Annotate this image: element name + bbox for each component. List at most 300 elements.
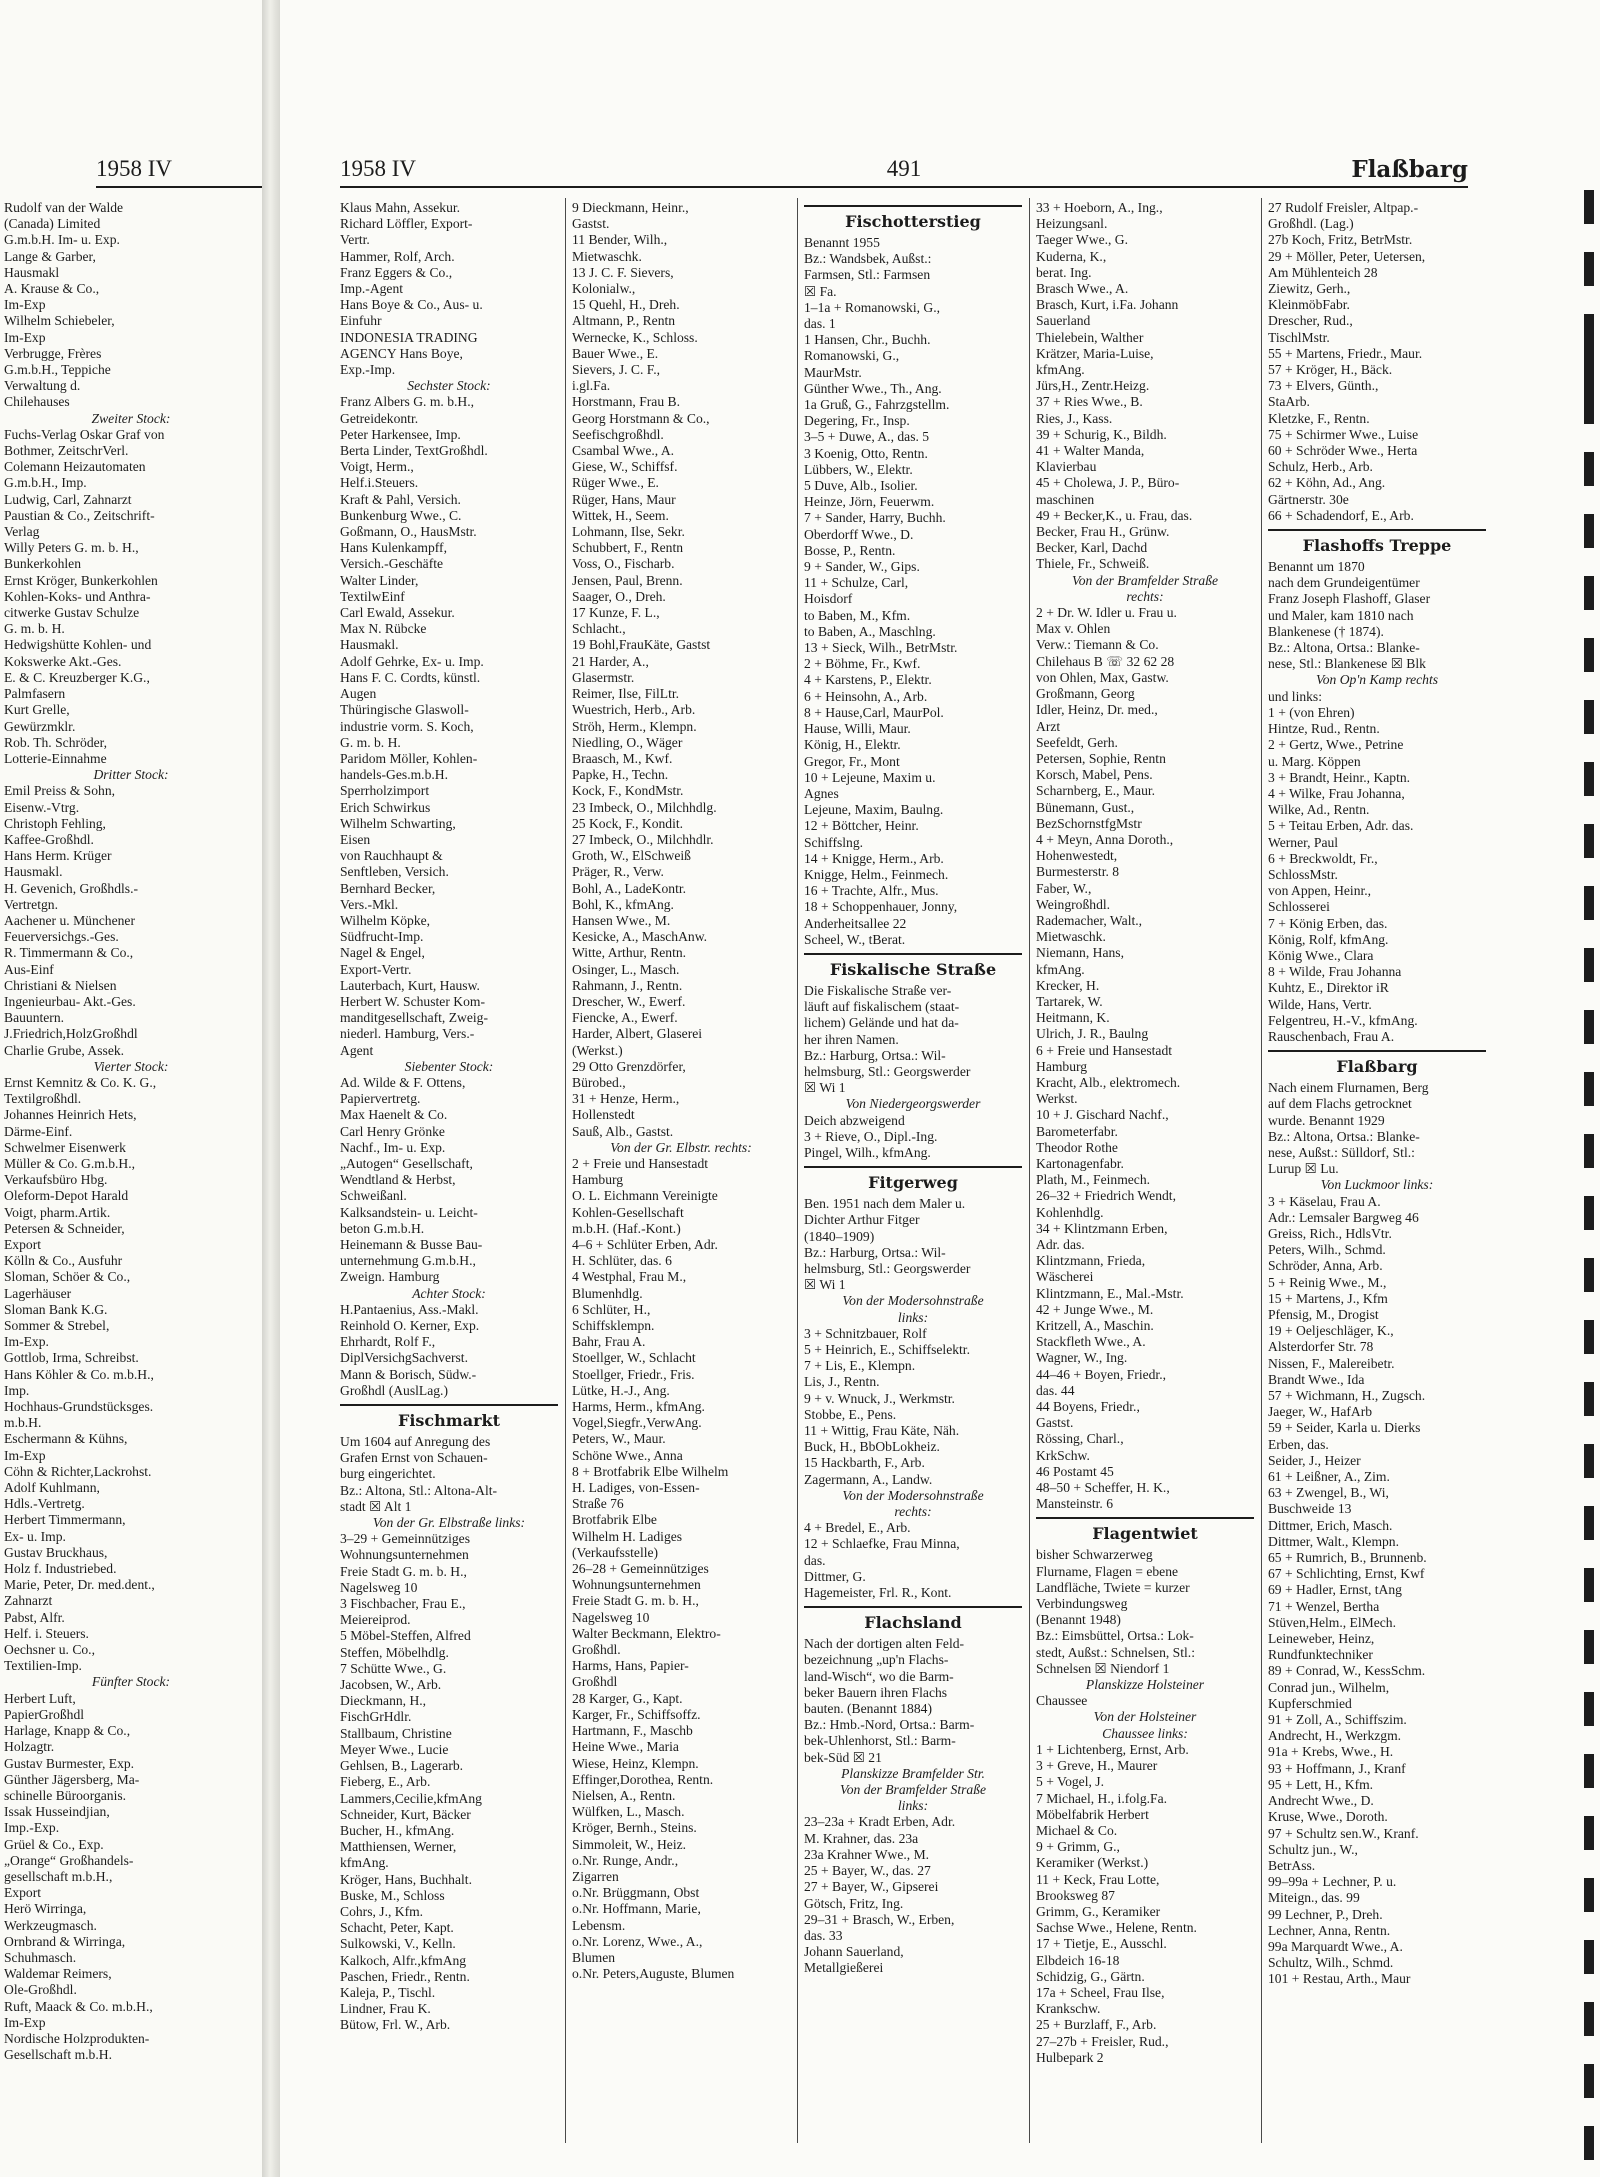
directory-entry: Kölln & Co., Ausfuhr — [4, 1253, 123, 1269]
directory-entry: Stoellger, Friedr., Fris. — [572, 1366, 695, 1382]
directory-entry: Fuchs-Verlag Oskar Graf von — [4, 426, 165, 442]
directory-entry: Schultz, Wilh., Schmd. — [1268, 1955, 1394, 1971]
directory-entry: Steffen, Möbelhdlg. — [340, 1644, 449, 1660]
directory-entry: Walter Linder, — [340, 572, 419, 588]
directory-entry: Mansteinstr. 6 — [1036, 1496, 1114, 1512]
directory-entry: Ingenieurbau- Akt.-Ges. — [4, 993, 136, 1009]
directory-entry: 2 + Dr. W. Idler u. Frau u. — [1036, 605, 1177, 621]
directory-entry: Nach der dortigen alten Feld- — [804, 1636, 965, 1652]
directory-entry: Schulz, Herb., Arb. — [1268, 459, 1373, 475]
directory-entry: Ernst Kröger, Bunkerkohlen — [4, 572, 158, 588]
directory-entry: Um 1604 auf Anregung des — [340, 1434, 491, 1450]
directory-entry: Schubbert, F., Rentn — [572, 540, 684, 556]
directory-entry: Witte, Arthur, Rentn. — [572, 945, 687, 961]
directory-entry: 9 + Grimm, G., — [1036, 1839, 1120, 1855]
directory-entry: Stackfleth Wwe., A. — [1036, 1334, 1146, 1350]
left-page-header — [96, 152, 262, 188]
directory-entry: Agnes — [804, 785, 839, 801]
directory-entry: 99 Lechner, P., Dreh. — [1268, 1906, 1383, 1922]
directory-entry: Bz.: Eimsbüttel, Ortsa.: Lok- — [1036, 1628, 1194, 1644]
directory-entry: R. Timmermann & Co., — [4, 945, 134, 961]
directory-entry: 27–27b + Freisler, Rud., — [1036, 2033, 1169, 2049]
directory-entry: 3 + Brandt, Heinr., Kaptn. — [1268, 769, 1411, 785]
directory-entry: Werkzeugmasch. — [4, 1917, 97, 1933]
directory-entry: beton G.m.b.H. — [340, 1220, 425, 1236]
directory-entry: Dichter Arthur Fitger — [804, 1212, 920, 1228]
directory-entry: Ornbrand & Wirringa, — [4, 1933, 126, 1949]
directory-entry: Grüel & Co., Exp. — [4, 1836, 104, 1852]
directory-entry: Nachf., Im- u. Exp. — [340, 1139, 446, 1155]
directory-entry: bek-Uhlenhorst, Stl.: Barm- — [804, 1733, 956, 1749]
directory-entry: Klavierbau — [1036, 459, 1097, 475]
directory-entry: Nissen, F., Malereibetr. — [1268, 1355, 1395, 1371]
directory-entry: 1 Hansen, Chr., Buchh. — [804, 332, 931, 348]
directory-entry: G.m.b.H., Teppiche — [4, 362, 111, 378]
directory-entry: 4 + Meyn, Anna Doroth., — [1036, 831, 1174, 847]
directory-entry: Wäscherei — [1036, 1269, 1094, 1285]
directory-entry: bek-Süd ☒ 21 — [804, 1749, 882, 1765]
directory-entry: Lebensm. — [572, 1917, 626, 1933]
section-subheading: links: — [897, 1309, 929, 1325]
directory-entry: Bothmer, ZeitschrVerl. — [4, 443, 129, 459]
directory-entry: Gehlsen, B., Lagerarb. — [340, 1758, 464, 1774]
directory-entry: 12 + Schlaefke, Frau Minna, — [804, 1536, 960, 1552]
directory-entry: Bz.: Altona, Ortsa.: Blanke- — [1268, 640, 1420, 656]
directory-entry: Tartarek, W. — [1036, 993, 1103, 1009]
directory-entry: Wendtland & Herbst, — [340, 1172, 456, 1188]
directory-entry: Ehrhardt, Rolf F., — [340, 1334, 436, 1350]
directory-entry: niederl. Hamburg, Vers.- — [340, 1026, 475, 1042]
directory-entry: Jürs,H., Zentr.Heizg. — [1036, 378, 1150, 394]
directory-entry: o.Nr. Lorenz, Wwe., A., — [572, 1933, 703, 1949]
directory-entry: Fieberg, E., Arb. — [340, 1774, 431, 1790]
directory-entry: Harlage, Knapp & Co., — [4, 1723, 131, 1739]
directory-entry: 62 + Köhn, Ad., Ang. — [1268, 475, 1386, 491]
right-header-year: 1958 IV — [340, 156, 417, 181]
directory-entry: INDONESIA TRADING — [340, 329, 478, 345]
directory-entry: Romanowski, G., — [804, 348, 900, 364]
directory-entry: Stoellger, W., Schlacht — [572, 1350, 696, 1366]
directory-entry: 55 + Martens, Friedr., Maur. — [1268, 345, 1423, 361]
directory-entry: 3 + Rieve, O., Dipl.-Ing. — [804, 1128, 938, 1144]
directory-entry: 15 Quehl, H., Dreh. — [572, 297, 680, 313]
directory-entry: 71 + Wenzel, Bertha — [1268, 1598, 1380, 1614]
directory-entry: Sulkowski, V., Kelln. — [340, 1936, 456, 1952]
directory-entry: Im-Exp — [4, 1447, 46, 1463]
directory-entry: 6 + Heinsohn, A., Arb. — [804, 688, 928, 704]
page-number: 491 — [886, 156, 922, 181]
directory-entry: Großhdl (AuslLag.) — [340, 1382, 448, 1398]
directory-entry: Plath, M., Feinmech. — [1036, 1172, 1151, 1188]
directory-entry: Wilde, Hans, Vertr. — [1268, 996, 1372, 1012]
directory-entry: Lis, J., Rentn. — [804, 1374, 880, 1390]
directory-column-2 — [572, 200, 790, 2140]
directory-entry: land-Wisch“, wo die Barm- — [804, 1668, 954, 1684]
directory-entry: Jaeger, W., HafArb — [1268, 1404, 1373, 1420]
directory-entry: Mann & Borisch, Südw.- — [340, 1366, 477, 1382]
street-heading: Flachsland — [804, 1606, 1022, 1634]
directory-entry: Werkst. — [1036, 1091, 1078, 1107]
directory-entry: G.m.b.H. Im- u. Exp. — [4, 232, 120, 248]
directory-entry: Gregor, Fr., Mont — [804, 753, 900, 769]
directory-entry: 16 + Trachte, Alfr., Mus. — [804, 883, 939, 899]
directory-entry: Bohl, A., LadeKontr. — [572, 880, 687, 896]
left-page — [0, 0, 263, 2177]
directory-entry: Zagermann, A., Landw. — [804, 1471, 933, 1487]
directory-entry: 29–31 + Brasch, W., Erben, — [804, 1911, 955, 1927]
directory-entry: das. 1 — [804, 316, 836, 332]
directory-entry: Degering, Fr., Insp. — [804, 413, 910, 429]
directory-entry: kfmAng. — [1036, 362, 1085, 378]
directory-entry: Textilien-Imp. — [4, 1658, 82, 1674]
directory-entry: 95 + Lett, H., Kfm. — [1268, 1776, 1374, 1792]
directory-entry: Kartonagenfabr. — [1036, 1155, 1124, 1171]
directory-entry: Becker, Karl, Dachd — [1036, 540, 1148, 556]
directory-entry: 34 + Klintzmann Erben, — [1036, 1220, 1168, 1236]
section-subheading: Planskizze Holsteiner — [1085, 1677, 1205, 1693]
directory-entry: Bz.: Wandsbek, Außst.: — [804, 251, 932, 267]
directory-entry: 23–23a + Kradt Erben, Adr. — [804, 1814, 956, 1830]
directory-entry: Ad. Wilde & F. Ottens, — [340, 1074, 466, 1090]
directory-entry: 60 + Schröder Wwe., Herta — [1268, 443, 1418, 459]
directory-entry: Verw.: Tiemann & Co. — [1036, 637, 1159, 653]
column-rule — [1029, 198, 1030, 2143]
directory-entry: Wohnungsunternehmen — [340, 1547, 469, 1563]
directory-entry: Günther Wwe., Th., Ang. — [804, 380, 942, 396]
directory-entry: Jensen, Paul, Brenn. — [572, 572, 683, 588]
directory-entry: 21 Harder, A., — [572, 653, 649, 669]
directory-entry: Schnelsen ☒ Niendorf 1 — [1036, 1660, 1170, 1676]
directory-entry: Drescher, Rud., — [1268, 313, 1353, 329]
directory-entry: Kohlen-Koks- und Anthra- — [4, 588, 151, 604]
directory-entry: Sauerland — [1036, 313, 1091, 329]
directory-entry: Reimer, Ilse, FilLtr. — [572, 686, 680, 702]
directory-entry: Im-Exp — [4, 2014, 46, 2030]
directory-entry: Schiffsklempn. — [572, 1318, 655, 1334]
directory-entry: Taeger Wwe., G. — [1036, 232, 1129, 248]
directory-entry: 23 Imbeck, O., Milchhdlg. — [572, 799, 717, 815]
directory-entry: o.Nr. Peters,Auguste, Blumen — [572, 1966, 735, 1982]
directory-entry: Gastst. — [1036, 1415, 1074, 1431]
directory-entry: Krätzer, Maria-Luise, — [1036, 345, 1154, 361]
directory-column-1 — [340, 200, 558, 2140]
directory-entry: Agent — [340, 1042, 374, 1058]
directory-entry: läuft auf fiskalischem (staat- — [804, 999, 960, 1015]
directory-entry: Hans Kulenkampff, — [340, 540, 447, 556]
directory-entry: 91 + Zoll, A., Schiffszim. — [1268, 1712, 1407, 1728]
directory-entry: Burmesterstr. 8 — [1036, 864, 1120, 880]
directory-entry: to Baben, M., Kfm. — [804, 607, 911, 623]
directory-entry: i.gl.Fa. — [572, 378, 611, 394]
directory-entry: Heine Wwe., Maria — [572, 1739, 679, 1755]
directory-entry: Rahmann, J., Rentn. — [572, 977, 683, 993]
directory-entry: Barometerfabr. — [1036, 1123, 1118, 1139]
directory-entry: BetrAss. — [1268, 1857, 1316, 1873]
directory-entry: Verlag — [4, 524, 40, 540]
directory-entry: G. m. b. H. — [4, 621, 65, 637]
directory-entry: Hamburg — [572, 1172, 624, 1188]
directory-entry: Bz.: Altona, Stl.: Altona-Alt- — [340, 1482, 498, 1498]
directory-entry: 25 Kock, F., Kondit. — [572, 815, 684, 831]
directory-entry: 66 + Schadendorf, E., Arb. — [1268, 507, 1414, 523]
directory-entry: Idler, Heinz, Dr. med., — [1036, 702, 1158, 718]
directory-entry: Schlacht., — [572, 621, 626, 637]
directory-entry: burg eingerichtet. — [340, 1466, 436, 1482]
directory-entry: 99–99a + Lechner, P. u. — [1268, 1874, 1397, 1890]
directory-entry: Im-Exp — [4, 329, 46, 345]
directory-entry: Brasch, Kurt, i.Fa. Johann — [1036, 297, 1179, 313]
directory-entry: 44 Boyens, Friedr., — [1036, 1399, 1140, 1415]
directory-entry: Klintzmann, E., Mal.-Mstr. — [1036, 1285, 1184, 1301]
directory-entry: Rüger Wwe., E. — [572, 475, 659, 491]
directory-entry: 25 + Burzlaff, F., Arb. — [1036, 2017, 1157, 2033]
left-page-column — [4, 200, 258, 2140]
directory-entry: Hartmann, F., Maschb — [572, 1723, 693, 1739]
directory-entry: 33 + Hoeborn, A., Ing., — [1036, 200, 1163, 215]
directory-entry: Brasch Wwe., A. — [1036, 281, 1129, 297]
directory-entry: Lurup ☒ Lu. — [1268, 1161, 1339, 1177]
directory-entry: Export — [4, 1885, 41, 1901]
section-subheading: Von der Holsteiner — [1093, 1709, 1197, 1725]
directory-entry: 9 Dieckmann, Heinr., — [572, 200, 689, 215]
street-heading: Fitgerweg — [804, 1166, 1022, 1194]
directory-entry: Pingel, Wilh., kfmAng. — [804, 1144, 931, 1160]
directory-entry: Eschermann & Kühns, — [4, 1431, 128, 1447]
directory-entry: Zigarren — [572, 1868, 619, 1884]
directory-entry: 28 Karger, G., Kapt. — [572, 1690, 683, 1706]
directory-entry: o.Nr. Runge, Andr., — [572, 1852, 679, 1868]
directory-entry: Schröder, Anna, Arb. — [1268, 1258, 1383, 1274]
section-subheading: Von der Gr. Elbstr. rechts: — [610, 1139, 752, 1155]
street-heading: Flagentwiet — [1036, 1517, 1254, 1545]
directory-entry: Niemann, Hans, — [1036, 945, 1124, 961]
directory-entry: Dieckmann, H., — [340, 1693, 427, 1709]
directory-entry: ☒ Wi 1 — [804, 1080, 846, 1096]
directory-entry: Eisen — [340, 831, 371, 847]
directory-entry: Schweißanl. — [340, 1188, 407, 1204]
directory-entry: 15 + Martens, J., Kfm — [1268, 1290, 1388, 1306]
directory-entry: 1a Gruß, G., Fahrzgstellm. — [804, 397, 950, 413]
directory-entry: 9 + Sander, W., Gips. — [804, 559, 920, 575]
directory-entry: berat. Ing. — [1036, 264, 1092, 280]
directory-entry: Emil Preiss & Sohn, — [4, 783, 116, 799]
directory-entry: MaurMstr. — [804, 364, 862, 380]
directory-entry: und links: — [1268, 688, 1323, 704]
directory-entry: 61 + Leißner, A., Zim. — [1268, 1469, 1390, 1485]
directory-entry: Goßmann, O., HausMstr. — [340, 524, 477, 540]
directory-entry: Ströh, Herm., Klempn. — [572, 718, 697, 734]
directory-entry: Götsch, Fritz, Ing. — [804, 1895, 904, 1911]
directory-entry: 11 + Schulze, Carl, — [804, 575, 909, 591]
directory-entry: Schöne Wwe., Anna — [572, 1447, 683, 1463]
directory-entry: 48–50 + Scheffer, H. K., — [1036, 1480, 1170, 1496]
directory-entry: 4–6 + Schlüter Erben, Adr. — [572, 1237, 718, 1252]
directory-entry: Hochhaus-Grundstücksges. — [4, 1399, 154, 1415]
directory-entry: Kohlenhdlg. — [1036, 1204, 1104, 1220]
directory-entry: Georg Horstmann & Co., — [572, 410, 710, 426]
directory-entry: Kracht, Alb., elektromech. — [1036, 1074, 1181, 1090]
directory-entry: 6 + Breckwoldt, Fr., — [1268, 850, 1378, 866]
directory-entry: 67 + Schlichting, Ernst, Kwf — [1268, 1566, 1425, 1582]
directory-entry: Rudolf van der Walde — [4, 200, 124, 215]
directory-entry: Peters, W., Maur. — [572, 1431, 666, 1447]
section-subheading: links: — [897, 1798, 929, 1814]
directory-entry: Paustian & Co., Zeitschrift- — [4, 507, 155, 523]
section-subheading: Sechster Stock: — [407, 378, 491, 394]
directory-entry: Max N. Rübcke — [340, 621, 427, 637]
directory-entry: Conrad jun., Wilhelm, — [1268, 1679, 1390, 1695]
directory-entry: Rob. Th. Schröder, — [4, 734, 108, 750]
directory-entry: Oechsner u. Co., — [4, 1642, 95, 1658]
directory-entry: 19 Bohl,FrauKäte, Gastst — [572, 637, 711, 653]
directory-entry: Vertretgn. — [4, 896, 58, 912]
directory-entry: Benannt um 1870 — [1268, 559, 1365, 575]
directory-entry: to Baben, A., Maschlng. — [804, 623, 936, 639]
directory-entry: Blumenhdlg. — [572, 1285, 643, 1301]
directory-entry: von Rauchhaupt & — [340, 848, 443, 864]
directory-entry: Gewürzmklr. — [4, 718, 76, 734]
directory-entry: Ziewitz, Gerh., — [1268, 281, 1351, 297]
directory-entry: 59 + Seider, Karla u. Dierks — [1268, 1420, 1421, 1436]
section-subheading: Von der Gr. Elbstraße links: — [372, 1515, 526, 1531]
directory-entry: Adr. das. — [1036, 1237, 1085, 1252]
directory-entry: Schneider, Kurt, Bäcker — [340, 1806, 471, 1822]
directory-entry: Metallgießerei — [804, 1960, 884, 1976]
directory-entry: Wernecke, K., Schloss. — [572, 329, 698, 345]
directory-entry: Kruse, Wwe., Doroth. — [1268, 1809, 1388, 1825]
directory-entry: Petersen, Sophie, Rentn — [1036, 750, 1166, 766]
directory-entry: Blumen — [572, 1949, 616, 1965]
directory-entry: Bz.: Altona, Ortsa.: Blanke- — [1268, 1128, 1420, 1144]
directory-entry: Anderheitsallee 22 — [804, 915, 907, 931]
directory-entry: Dittmer, G. — [804, 1568, 866, 1584]
directory-entry: bauten. (Benannt 1884) — [804, 1701, 932, 1717]
directory-entry: Gastst. — [572, 216, 610, 232]
directory-entry: Sauß, Alb., Gastst. — [572, 1123, 674, 1139]
directory-entry: Hintze, Rud., Rentn. — [1268, 721, 1380, 737]
directory-entry: helmsburg, Stl.: Georgswerder — [804, 1063, 971, 1079]
directory-entry: helmsburg, Stl.: Georgswerder — [804, 1260, 971, 1276]
street-heading: Fiskalische Straße — [804, 953, 1022, 981]
directory-entry: 26–28 + Gemeinnütziges — [572, 1561, 709, 1577]
directory-entry: O. L. Eichmann Vereinigte — [572, 1188, 718, 1204]
directory-entry: Die Fiskalische Straße ver- — [804, 982, 952, 998]
directory-entry: Helf. i. Steuers. — [4, 1625, 89, 1641]
directory-entry: 1 + (von Ehren) — [1268, 704, 1355, 720]
directory-entry: 63 + Zwengel, B., Wi, — [1268, 1485, 1389, 1501]
directory-entry: 3 + Käselau, Frau A. — [1268, 1193, 1381, 1209]
directory-entry: Wülfken, L., Masch. — [572, 1804, 685, 1820]
directory-entry: Dittmer, Walt., Klempn. — [1268, 1533, 1400, 1549]
directory-entry: bisher Schwarzerweg — [1036, 1547, 1153, 1563]
directory-entry: Erben, das. — [1268, 1436, 1329, 1452]
directory-entry: Marie, Peter, Dr. med.dent., — [4, 1577, 155, 1593]
directory-entry: Niedling, O., Wäger — [572, 734, 683, 750]
directory-entry: Freie Stadt G. m. b. H., — [340, 1563, 467, 1579]
directory-entry: Benannt 1955 — [804, 235, 880, 250]
directory-entry: Herbert W. Schuster Kom- — [340, 993, 485, 1009]
directory-entry: Gärtnerstr. 30e — [1268, 491, 1349, 507]
directory-entry: Vers.-Mkl. — [340, 896, 399, 912]
section-subheading: Planskizze Bramfelder Str. — [841, 1765, 985, 1781]
directory-entry: StaArb. — [1268, 394, 1310, 410]
directory-entry: Heizungsanl. — [1036, 216, 1108, 232]
directory-entry: Hoisdorf — [804, 591, 853, 607]
directory-entry: Bernhard Becker, — [340, 880, 436, 896]
directory-entry: Lejeune, Maxim, Baulng. — [804, 802, 944, 818]
directory-entry: 5 Möbel-Steffen, Alfred — [340, 1628, 471, 1644]
directory-entry: Därme-Einf. — [4, 1123, 73, 1139]
directory-entry: TextilwEinf — [340, 588, 405, 604]
directory-entry: Imp.-Exp. — [4, 1820, 60, 1836]
directory-entry: 1–1a + Romanowski, G., — [804, 299, 941, 315]
directory-entry: Palmfasern — [4, 686, 66, 702]
directory-entry: Ole-Großhdl. — [4, 1982, 77, 1998]
directory-entry: Ex- u. Imp. — [4, 1528, 66, 1544]
directory-entry: (1840–1909) — [804, 1228, 875, 1244]
directory-entry: Export-Vertr. — [340, 961, 412, 977]
directory-entry: (Verkaufsstelle) — [572, 1544, 659, 1560]
directory-entry: Nagelsweg 10 — [340, 1579, 418, 1595]
directory-entry: Imp.-Agent — [340, 281, 404, 297]
directory-entry: Franz Joseph Flashoff, Glaser — [1268, 591, 1431, 607]
directory-entry: H. Schlüter, das. 6 — [572, 1253, 672, 1269]
directory-entry: o.Nr. Brüggmann, Obst — [572, 1885, 700, 1901]
directory-entry: Franz Eggers & Co., — [340, 264, 453, 280]
directory-entry: Drescher, W., Ewerf. — [572, 993, 686, 1009]
directory-entry: Scheel, W., tBerat. — [804, 931, 906, 947]
directory-entry: Seider, J., Heizer — [1268, 1452, 1361, 1468]
directory-entry: o.Nr. Hoffmann, Marie, — [572, 1901, 701, 1917]
directory-entry: 17 Kunze, F. L., — [572, 605, 660, 621]
directory-entry: Carl Ewald, Assekur. — [340, 605, 455, 621]
directory-entry: Ries, J., Kass. — [1036, 410, 1113, 426]
directory-entry: Osinger, L., Masch. — [572, 961, 680, 977]
directory-entry: AGENCY Hans Boye, — [340, 345, 463, 361]
directory-entry: ☒ Fa. — [804, 283, 837, 299]
directory-entry: 99a Marquardt Wwe., A. — [1268, 1938, 1403, 1954]
column-rule — [797, 198, 798, 2143]
directory-entry: Zweign. Hamburg — [340, 1269, 440, 1285]
directory-entry: Hdls.-Vertretg. — [4, 1496, 85, 1512]
directory-entry: Keramiker (Werkst.) — [1036, 1855, 1149, 1871]
directory-entry: Lechner, Anna, Rentn. — [1268, 1922, 1391, 1938]
directory-entry: A. Krause & Co., — [4, 281, 100, 297]
directory-entry: Heitmann, K. — [1036, 1010, 1110, 1026]
directory-entry: 49 + Becker,K., u. Frau, das. — [1036, 507, 1193, 523]
directory-entry: Chilehauses — [4, 394, 70, 410]
directory-entry: Grimm, G., Keramiker — [1036, 1903, 1161, 1919]
directory-entry: das. 33 — [804, 1927, 843, 1943]
directory-entry: Holzagtr. — [4, 1739, 55, 1755]
directory-column-5 — [1268, 200, 1486, 2140]
directory-entry: schinelle Büroorganis. — [4, 1787, 127, 1803]
directory-entry: Kokswerke Akt.-Ges. — [4, 653, 122, 669]
directory-entry: TischlMstr. — [1268, 329, 1330, 345]
directory-entry: Bauuntern. — [4, 1010, 65, 1026]
directory-entry: Ben. 1951 nach dem Maler u. — [804, 1196, 966, 1212]
directory-entry: 73 + Elvers, Günth., — [1268, 378, 1379, 394]
directory-entry: Papiervertretg. — [340, 1091, 421, 1107]
directory-entry: Chilehaus B ☏ 32 62 28 — [1036, 653, 1175, 669]
right-page-header — [340, 152, 1468, 188]
directory-entry: 7 Michael, H., i.folg.Fa. — [1036, 1790, 1168, 1806]
directory-entry: Cohrs, J., Kfm. — [340, 1903, 424, 1919]
directory-entry: Freie Stadt G. m. b. H., — [572, 1593, 699, 1609]
directory-entry: stedt, Außst.: Schnelsen, Stl.: — [1036, 1644, 1195, 1660]
directory-entry: Miteign., das. 99 — [1268, 1890, 1360, 1906]
directory-entry: 27b Koch, Fritz, BetrMstr. — [1268, 232, 1413, 248]
